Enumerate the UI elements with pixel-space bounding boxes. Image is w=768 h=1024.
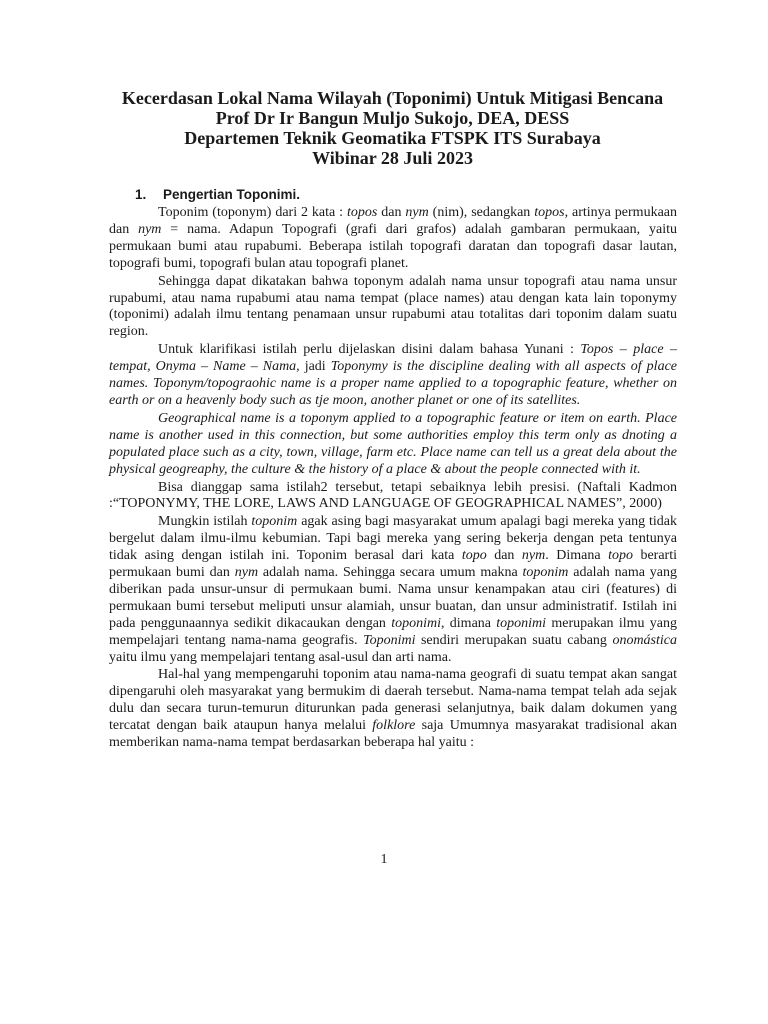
text-run: jadi: [299, 359, 331, 375]
body-text: [109, 205, 677, 752]
paragraph: [109, 342, 677, 410]
text-run: Sehingga dapat dikatakan bahwa toponym adalah nama unsur topografi atau nama unsur rupabumi, atau nama rupabumi atau nama tempat (place names) atau dengan kata lain toponymy (toponimi) adalah ilmu tentang penamaan unsur rupabumi atau totalitas dari toponim dalam suatu region.: [109, 273, 677, 340]
paragraph: [109, 667, 677, 752]
title-line-4-date: Wibinar 28 Juli 2023: [312, 148, 473, 168]
text-run: = nama. Adapun Topografi (grafi dari grafos) adalah gambaran permukaan, yaitu permukaan bumi atau rupabumi. Beberapa istilah topografi daratan dan topografi dasar lautan, topografi bumi, topografi bulan atau topografi planet.: [109, 221, 677, 271]
section-number: 1.: [135, 187, 147, 202]
italic-text-run: topo: [608, 548, 633, 564]
italic-text-run: nym: [138, 221, 162, 237]
italic-text-run: toponim: [251, 514, 298, 530]
text-run: adalah nama. Sehingga secara umum makna: [258, 565, 523, 581]
paragraph: [109, 514, 677, 666]
text-run: saja Umumnya masyarakat tradisional akan memberikan nama-nama tempat berdasarkan beberapa hal yaitu :: [109, 718, 678, 751]
italic-text-run: Toponymy is the discipline dealing with all aspects of place names. Toponym/topograohic name is a proper name applied to a topographic feature, whether on earth or on a heavenly body such as tje moon, another planet or one of its satellites.: [109, 359, 677, 408]
paragraph: [109, 411, 677, 479]
italic-text-run: Toponimi: [363, 632, 416, 648]
text-run: (nim), sedangkan: [428, 205, 535, 220]
text-run: Hal-hal yang mempengaruhi toponim atau nama-nama geografi di suatu tempat akan sangat dipengaruhi oleh masyarakat yang bermukim di daerah tersebut. Nama-nama tempat telah ada sejak dulu dan secara turun-temurun diturunkan pada generasi selanjutnya, baik dalam dokumen yang tercatat dengan baik ataupun hanya melalui: [109, 667, 677, 734]
italic-text-run: toponimi: [391, 615, 441, 631]
italic-text-run: nym: [521, 548, 546, 564]
text-run: merupakan ilmu yang mempelajari tentang nama-nama geografis.: [109, 615, 677, 648]
text-run: sendiri merupakan suatu cabang: [415, 632, 613, 648]
italic-text-run: toponimi: [496, 615, 547, 631]
title-line-3-department: Departemen Teknik Geomatika FTSPK ITS Surabaya: [184, 128, 601, 148]
paragraph: [109, 274, 677, 342]
italic-text-run: Topos – place – tempat, Onyma – Name – Nama,: [109, 342, 677, 375]
document-title: [100, 88, 685, 168]
paragraph: [109, 480, 677, 514]
page-number: 1: [380, 852, 388, 867]
text-run: dan: [486, 548, 522, 564]
text-run: Untuk klarifikasi istilah perlu dijelaskan disini dalam bahasa Yunani :: [158, 342, 581, 358]
text-run: Toponim (toponym) dari 2 kata :: [158, 205, 347, 220]
title-line-1: Kecerdasan Lokal Nama Wilayah (Toponimi) Untuk Mitigasi Bencana: [121, 88, 664, 108]
italic-text-run: onomástica: [612, 632, 677, 648]
paragraph: [109, 205, 677, 273]
text-run: yaitu ilmu yang mempelajari tentang asal-usul dan arti nama.: [109, 649, 452, 665]
text-run: , dimana: [441, 615, 497, 631]
italic-text-run: toponim: [522, 565, 569, 581]
section-heading-text: Pengertian Toponimi.: [163, 187, 301, 202]
text-run: dan: [377, 205, 406, 220]
title-line-2-author: Prof Dr Ir Bangun Muljo Sukojo, DEA, DESS: [215, 108, 570, 128]
italic-text-run: topos: [534, 205, 565, 220]
text-run: , artinya permukaan dan: [109, 205, 677, 237]
italic-text-run: topos: [347, 205, 378, 220]
italic-text-run: folklore: [372, 718, 416, 734]
italic-text-run: nym: [405, 205, 429, 220]
text-run: berarti permukaan bumi dan: [109, 548, 677, 581]
text-run: . Dimana: [545, 548, 609, 564]
section-heading: [135, 186, 300, 204]
italic-text-run: Geographical name is a toponym applied to a topographic feature or item on earth. Place name is another used in this connection, but some authorities employ this term only as dnoting a populated place such as a city, town, village, farm etc. Place name can tell us a great dela about the physical geogreaphy, the culture & the history of a place & about the people connected with it.: [109, 410, 677, 477]
text-run: Mungkin istilah: [158, 514, 252, 530]
text-run: Bisa dianggap sama istilah2 tersebut, tetapi sebaiknya lebih presisi. (Naftali Kadmon :“TOPONYMY, THE LORE, LAWS AND LANGUAGE OF GEOGRAPHICAL NAMES”, 2000): [109, 479, 677, 512]
text-run: adalah nama yang diberikan pada unsur-unsur di permukaan bumi. Nama unsur kenampakan atau ciri (features) di permukaan bumi tersebut meliputi unsur alamiah, unsur buatan, dan unsur administratif. Istilah ini pada penggunaannya sedikit dikacaukan dengan: [109, 565, 678, 631]
italic-text-run: topo: [461, 548, 487, 564]
italic-text-run: nym: [234, 565, 259, 581]
text-run: agak asing bagi masyarakat umum apalagi bagi mereka yang tidak bergelut dalam ilmu-ilmu kebumian. Tapi bagi mereka yang sering bekerja dengan peta tentunya tidak asing dengan istilah ini. Toponim berasal dari kata: [109, 514, 677, 564]
